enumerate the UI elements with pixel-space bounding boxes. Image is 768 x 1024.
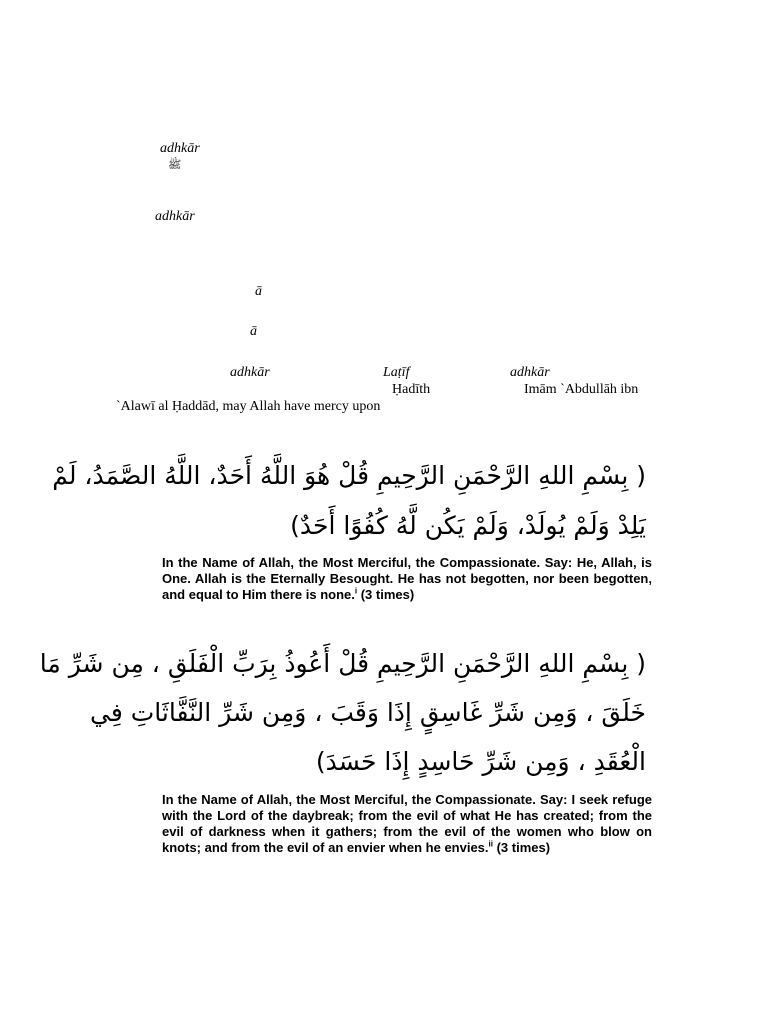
translation-paragraph: In the Name of Allah, the Most Merciful, the Compassionate. Say: He, Allah, is One. Allah is the Eternally Besought. He has not begotten, nor been begotten, and equal to Him there is none.$^i$ (3 times) — [162, 555, 652, 602]
footnote-marker: ii — [488, 839, 493, 849]
fragment-latif: Laṭīf — [383, 365, 410, 380]
footnote-marker: i — [354, 586, 358, 596]
arabic-verse-line: ( بِسْمِ اللهِ الرَّحْمَنِ الرَّحِيمِ قُلْ أَعُوذُ بِرَبِّ الْفَلَقِ ، مِن شَرِّ مَا — [39, 649, 646, 678]
arabic-verse-line: ( بِسْمِ اللهِ الرَّحْمَنِ الرَّحِيمِ قُلْ هُوَ اللَّهُ أَحَدٌ، اللَّهُ الصَّمَدُ، لَمْ — [52, 461, 646, 490]
imam-name: Imām `Abdullāh ibn — [524, 382, 639, 397]
hadith-label: Ḥadīth — [392, 382, 431, 397]
attribution-line: `Alawī al Ḥaddād, may Allah have mercy upon — [116, 399, 381, 414]
honorific-symbol: ﷺ — [168, 159, 182, 171]
arabic-verse-line: الْعُقَدِ ، وَمِن شَرِّ حَاسِدٍ إِذَا حَسَدَ) — [315, 747, 646, 776]
arabic-verse-line: يَلِدْ وَلَمْ يُولَدْ، وَلَمْ يَكُن لَّهُ كُفُوًا أَحَدٌ) — [290, 511, 646, 540]
arabic-verse-line: خَلَقَ ، وَمِن شَرِّ غَاسِقٍ إِذَا وَقَبَ ، وَمِن شَرِّ النَّفَّاثَاتِ فِي — [90, 698, 646, 727]
fragment-adhkar: adhkār — [160, 141, 200, 156]
translation-paragraph: In the Name of Allah, the Most Merciful, the Compassionate. Say: I seek refuge with the Lord of the daybreak; from the evil of what He has created; from the evil of darkness when it gathers; from the evil of the women who blow on knots; and from the evil of an envier when he envies.$^{ii}$ (3 times) — [162, 792, 652, 855]
fragment-adhkar: adhkār — [230, 365, 270, 380]
fragment-adhkar: adhkār — [510, 365, 550, 380]
fragment-long-a: ā — [255, 284, 262, 299]
fragment-adhkar: adhkār — [155, 209, 195, 224]
fragment-long-a: ā — [250, 324, 257, 339]
